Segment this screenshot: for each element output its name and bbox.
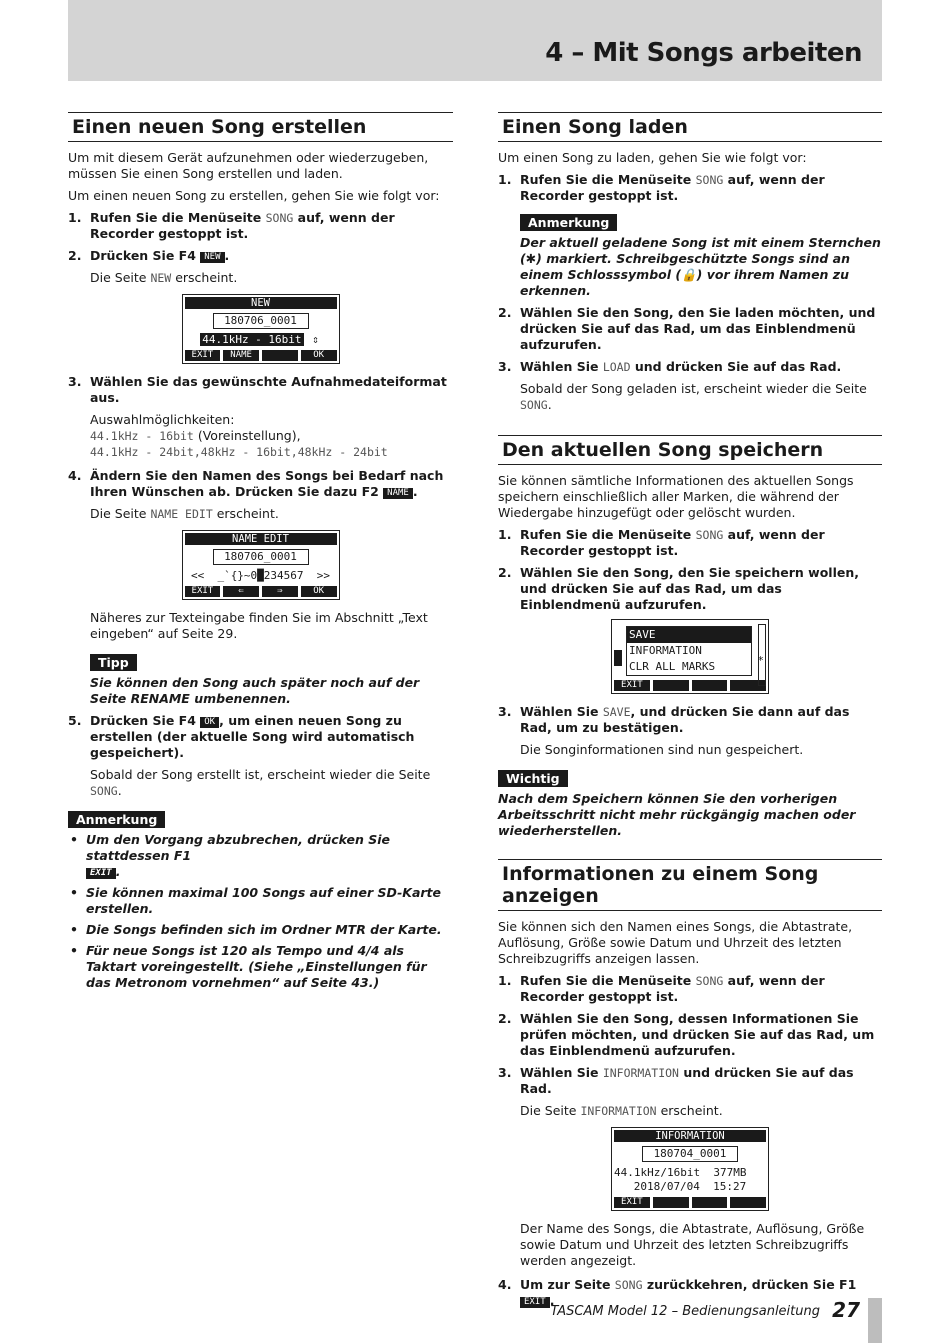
step-note: Der Name des Songs, die Abtastrate, Auflösung, Größe sowie Datum und Uhrzeit des letzten Schreibzugriffs werden angezeigt. <box>520 1221 865 1268</box>
note-label: Anmerkung <box>520 214 617 231</box>
section-title-save-song: Den aktuellen Song speichern <box>498 435 882 465</box>
step-item: 1. Rufen Sie die Menüseite SONG auf, wenn der Recorder gestoppt ist. <box>498 172 825 203</box>
key-label: NEW <box>200 252 224 263</box>
lcd-function-keys: EXIT <box>614 680 766 691</box>
lcd-title: NEW <box>185 297 337 309</box>
step-item: 2. Wählen Sie den Song, dessen Informationen Sie prüfen möchten, und drücken Sie auf das Rad, um das Einblendmenü aufzurufen. <box>498 1011 875 1058</box>
intro-paragraph: Sie können sich den Namen eines Songs, die Abtastrate, Auflösung, Größe sowie Datum und Uhrzeit des letzten Schreibzugriffs anzeigen lassen. <box>498 919 853 966</box>
key-label: NAME <box>383 488 413 499</box>
section-title-new-song: Einen neuen Song erstellen <box>68 112 453 142</box>
chapter-header-bar <box>68 0 882 81</box>
warning-label: Wichtig <box>498 770 568 787</box>
lcd-format: 44.1kHz - 16bit ⇕ <box>202 333 319 346</box>
lcd-function-keys: EXIT NAME OK <box>185 350 337 361</box>
tip-text: Sie können den Song auch später noch auf der Seite RENAME umbenennen. <box>90 675 420 706</box>
lcd-song-name: 180706_0001 <box>213 313 309 329</box>
lcd-format-size: 44.1kHz/16bit 377MB <box>614 1166 747 1179</box>
step-item: 1. Rufen Sie die Menüseite SONG auf, wenn der Recorder gestoppt ist. <box>498 527 825 558</box>
right-column <box>498 112 882 1315</box>
intro-paragraph: Sie können sämtliche Informationen des aktuellen Songs speichern einschließlich aller Marken, die während der Wiedergabe hinzugefügt oder gelöscht wurden. <box>498 473 854 520</box>
step-item: 2. Wählen Sie den Song, den Sie speichern wollen, und drücken Sie auf das Rad, um das Einblendmenü aufzurufen. <box>498 565 859 612</box>
step-note: Die Seite NAME EDIT erscheint. <box>90 506 279 521</box>
step-item: 1. Rufen Sie die Menüseite SONG auf, wenn der Recorder gestoppt ist. <box>498 973 825 1004</box>
updown-arrow-icon: ⇕ <box>312 333 319 346</box>
lcd-song-name: 180706_0001 <box>213 549 309 565</box>
lcd-function-keys: EXIT <box>614 1197 766 1208</box>
note-bullet: • Sie können maximal 100 Songs auf einer SD-Karte erstellen. <box>70 885 441 916</box>
footer-text: TASCAM Model 12 – Bedienungsanleitung <box>550 1304 820 1319</box>
note-bullet: • Um den Vorgang abzubrechen, drücken Sie stattdessen F1 EXIT . <box>70 832 391 879</box>
section-title-song-info: Informationen zu einem Song anzeigen <box>498 859 882 911</box>
scroll-indicator <box>614 650 622 666</box>
step-item: 2. Wählen Sie den Song, den Sie laden möchten, und drücken Sie auf das Rad, um das Einblendmenü aufzurufen. <box>498 305 876 352</box>
step-item: 4. Um zur Seite SONG zurückkehren, drücken Sie F1 EXIT . <box>498 1277 857 1308</box>
lcd-screen-information <box>611 1127 769 1211</box>
step-item: 3. Wählen Sie LOAD und drücken Sie auf das Rad. <box>498 359 842 374</box>
step-item: 3. Wählen Sie SAVE, und drücken Sie dann auf das Rad, um zu bestätigen. <box>498 704 850 735</box>
step-note: Auswahlmöglichkeiten: 44.1kHz - 16bit (Voreinstellung), 44.1kHz - 24bit,48kHz - 16bit,48kHz - 24bit <box>90 412 388 459</box>
lcd-screen-new <box>182 294 340 364</box>
step-note: Die Seite INFORMATION erscheint. <box>520 1103 723 1118</box>
step-note: Sobald der Song erstellt ist, erscheint wieder die Seite SONG. <box>90 767 431 798</box>
lcd-function-keys: EXIT ⇐ ⇒ OK <box>185 586 337 597</box>
intro-paragraph: Um mit diesem Gerät aufzunehmen oder wiederzugeben, müssen Sie einen Song erstellen und laden. <box>68 150 429 181</box>
step-note: Die Seite NEW erscheint. <box>90 270 238 285</box>
note-bullet: • Die Songs befinden sich im Ordner MTR der Karte. <box>70 922 442 937</box>
step-item: 4. Ändern Sie den Namen des Songs bei Bedarf nach Ihren Wünschen ab. Drücken Sie dazu F2 NAME . <box>68 468 444 499</box>
popup-menu <box>626 626 752 676</box>
chapter-title: 4 – Mit Songs arbeiten <box>545 38 862 68</box>
page-number: 27 <box>832 1298 860 1322</box>
intro-paragraph: Um einen Song zu laden, gehen Sie wie folgt vor: <box>498 150 807 165</box>
current-song-marker: * <box>757 654 764 667</box>
step-item: 1. Rufen Sie die Menüseite SONG auf, wenn der Recorder gestoppt ist. <box>68 210 395 241</box>
section-title-load-song: Einen Song laden <box>498 112 882 142</box>
menu-item-information: INFORMATION <box>629 644 702 657</box>
note-bullet: • Für neue Songs ist 120 als Tempo und 4/4 als Taktart voreingestellt. (Siehe „Einstellungen für das Metronom vornehmen“ auf Seite 43.) <box>70 943 427 990</box>
warning-text: Nach dem Speichern können Sie den vorherigen Arbeitsschritt nicht mehr rückgängig machen oder wiederherstellen. <box>498 791 856 838</box>
key-label: EXIT <box>86 868 116 879</box>
lcd-title: NAME EDIT <box>185 533 337 545</box>
step-item: 2. Drücken Sie F4 NEW . <box>68 248 230 263</box>
tip-label: Tipp <box>90 654 137 671</box>
step-item: 3. Wählen Sie INFORMATION und drücken Sie auf das Rad. <box>498 1065 854 1096</box>
key-label: OK <box>200 717 219 728</box>
intro-paragraph: Um einen neuen Song zu erstellen, gehen Sie wie folgt vor: <box>68 188 440 203</box>
left-column <box>68 112 453 996</box>
note-text: Der aktuell geladene Song ist mit einem Sternchen (✱) markiert. Schreibgeschützte Songs sind an einem Schlosssymbol (🔒) vor ihrem Namen zu erkennen. <box>520 235 881 298</box>
lcd-title: INFORMATION <box>614 1130 766 1142</box>
step-note: Die Songinformationen sind nun gespeichert. <box>520 742 804 757</box>
lcd-char-line: << _`{}~0█234567 >> <box>190 569 331 582</box>
key-label: EXIT <box>520 1297 550 1308</box>
lcd-screen-popup-menu <box>611 619 769 694</box>
menu-item-save: SAVE <box>627 627 751 643</box>
step-note: Sobald der Song geladen ist, erscheint wieder die Seite SONG. <box>520 381 867 412</box>
menu-item-clear-marks: CLR ALL MARKS <box>629 660 716 673</box>
step-item: 5. Drücken Sie F4 OK , um einen neuen Song zu erstellen (der aktuelle Song wird automatisch gespeichert). <box>68 713 415 760</box>
lcd-screen-name-edit <box>182 530 340 600</box>
step-item: 3. Wählen Sie das gewünschte Aufnahmedateiformat aus. <box>68 374 447 405</box>
lcd-song-name: 180704_0001 <box>642 1146 738 1162</box>
page-edge-tab <box>868 1298 882 1343</box>
lcd-date-time: 2018/07/04 15:27 <box>633 1180 747 1193</box>
reference-text: Näheres zur Texteingabe finden Sie im Abschnitt „Text eingeben“ auf Seite 29. <box>90 610 428 641</box>
note-label: Anmerkung <box>68 811 165 828</box>
